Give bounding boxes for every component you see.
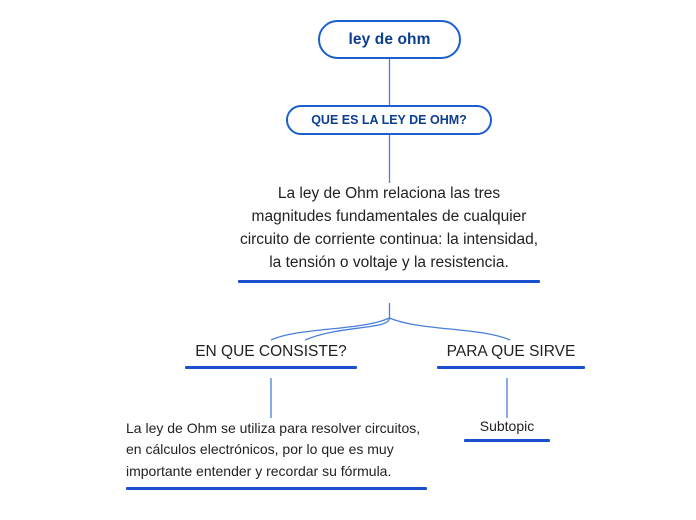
node-root-label: ley de ohm xyxy=(348,30,431,48)
node-branch-right-label: PARA QUE SIRVE xyxy=(446,343,576,360)
node-branch-right[interactable] xyxy=(437,343,585,369)
node-root[interactable] xyxy=(318,20,461,59)
node-leaf-left-underline xyxy=(126,487,427,490)
node-definition-label: La ley de Ohm relaciona las tres magnitudes fundamentales de cualquier circuito de corriente continua: la intensidad, la tensión o voltaje y la resistencia. xyxy=(239,185,539,271)
node-branch-left-underline xyxy=(185,366,357,369)
node-leaf-left-label: La ley de Ohm se utiliza para resolver circuitos, en cálculos electrónicos, por lo que es muy importante entender y recordar su fórmula. xyxy=(126,420,421,479)
node-leaf-right-underline xyxy=(464,439,550,442)
node-branch-left-label: EN QUE CONSISTE? xyxy=(195,343,347,360)
node-question[interactable] xyxy=(286,105,492,135)
node-leaf-right-label: Subtopic xyxy=(479,418,535,434)
node-branch-right-underline xyxy=(437,366,585,369)
node-branch-left[interactable] xyxy=(185,343,357,369)
node-definition-underline xyxy=(238,280,540,283)
node-leaf-left[interactable] xyxy=(126,418,427,490)
node-leaf-right[interactable] xyxy=(464,418,550,442)
node-question-label: QUE ES LA LEY DE OHM? xyxy=(311,113,467,127)
node-definition[interactable] xyxy=(238,183,540,283)
